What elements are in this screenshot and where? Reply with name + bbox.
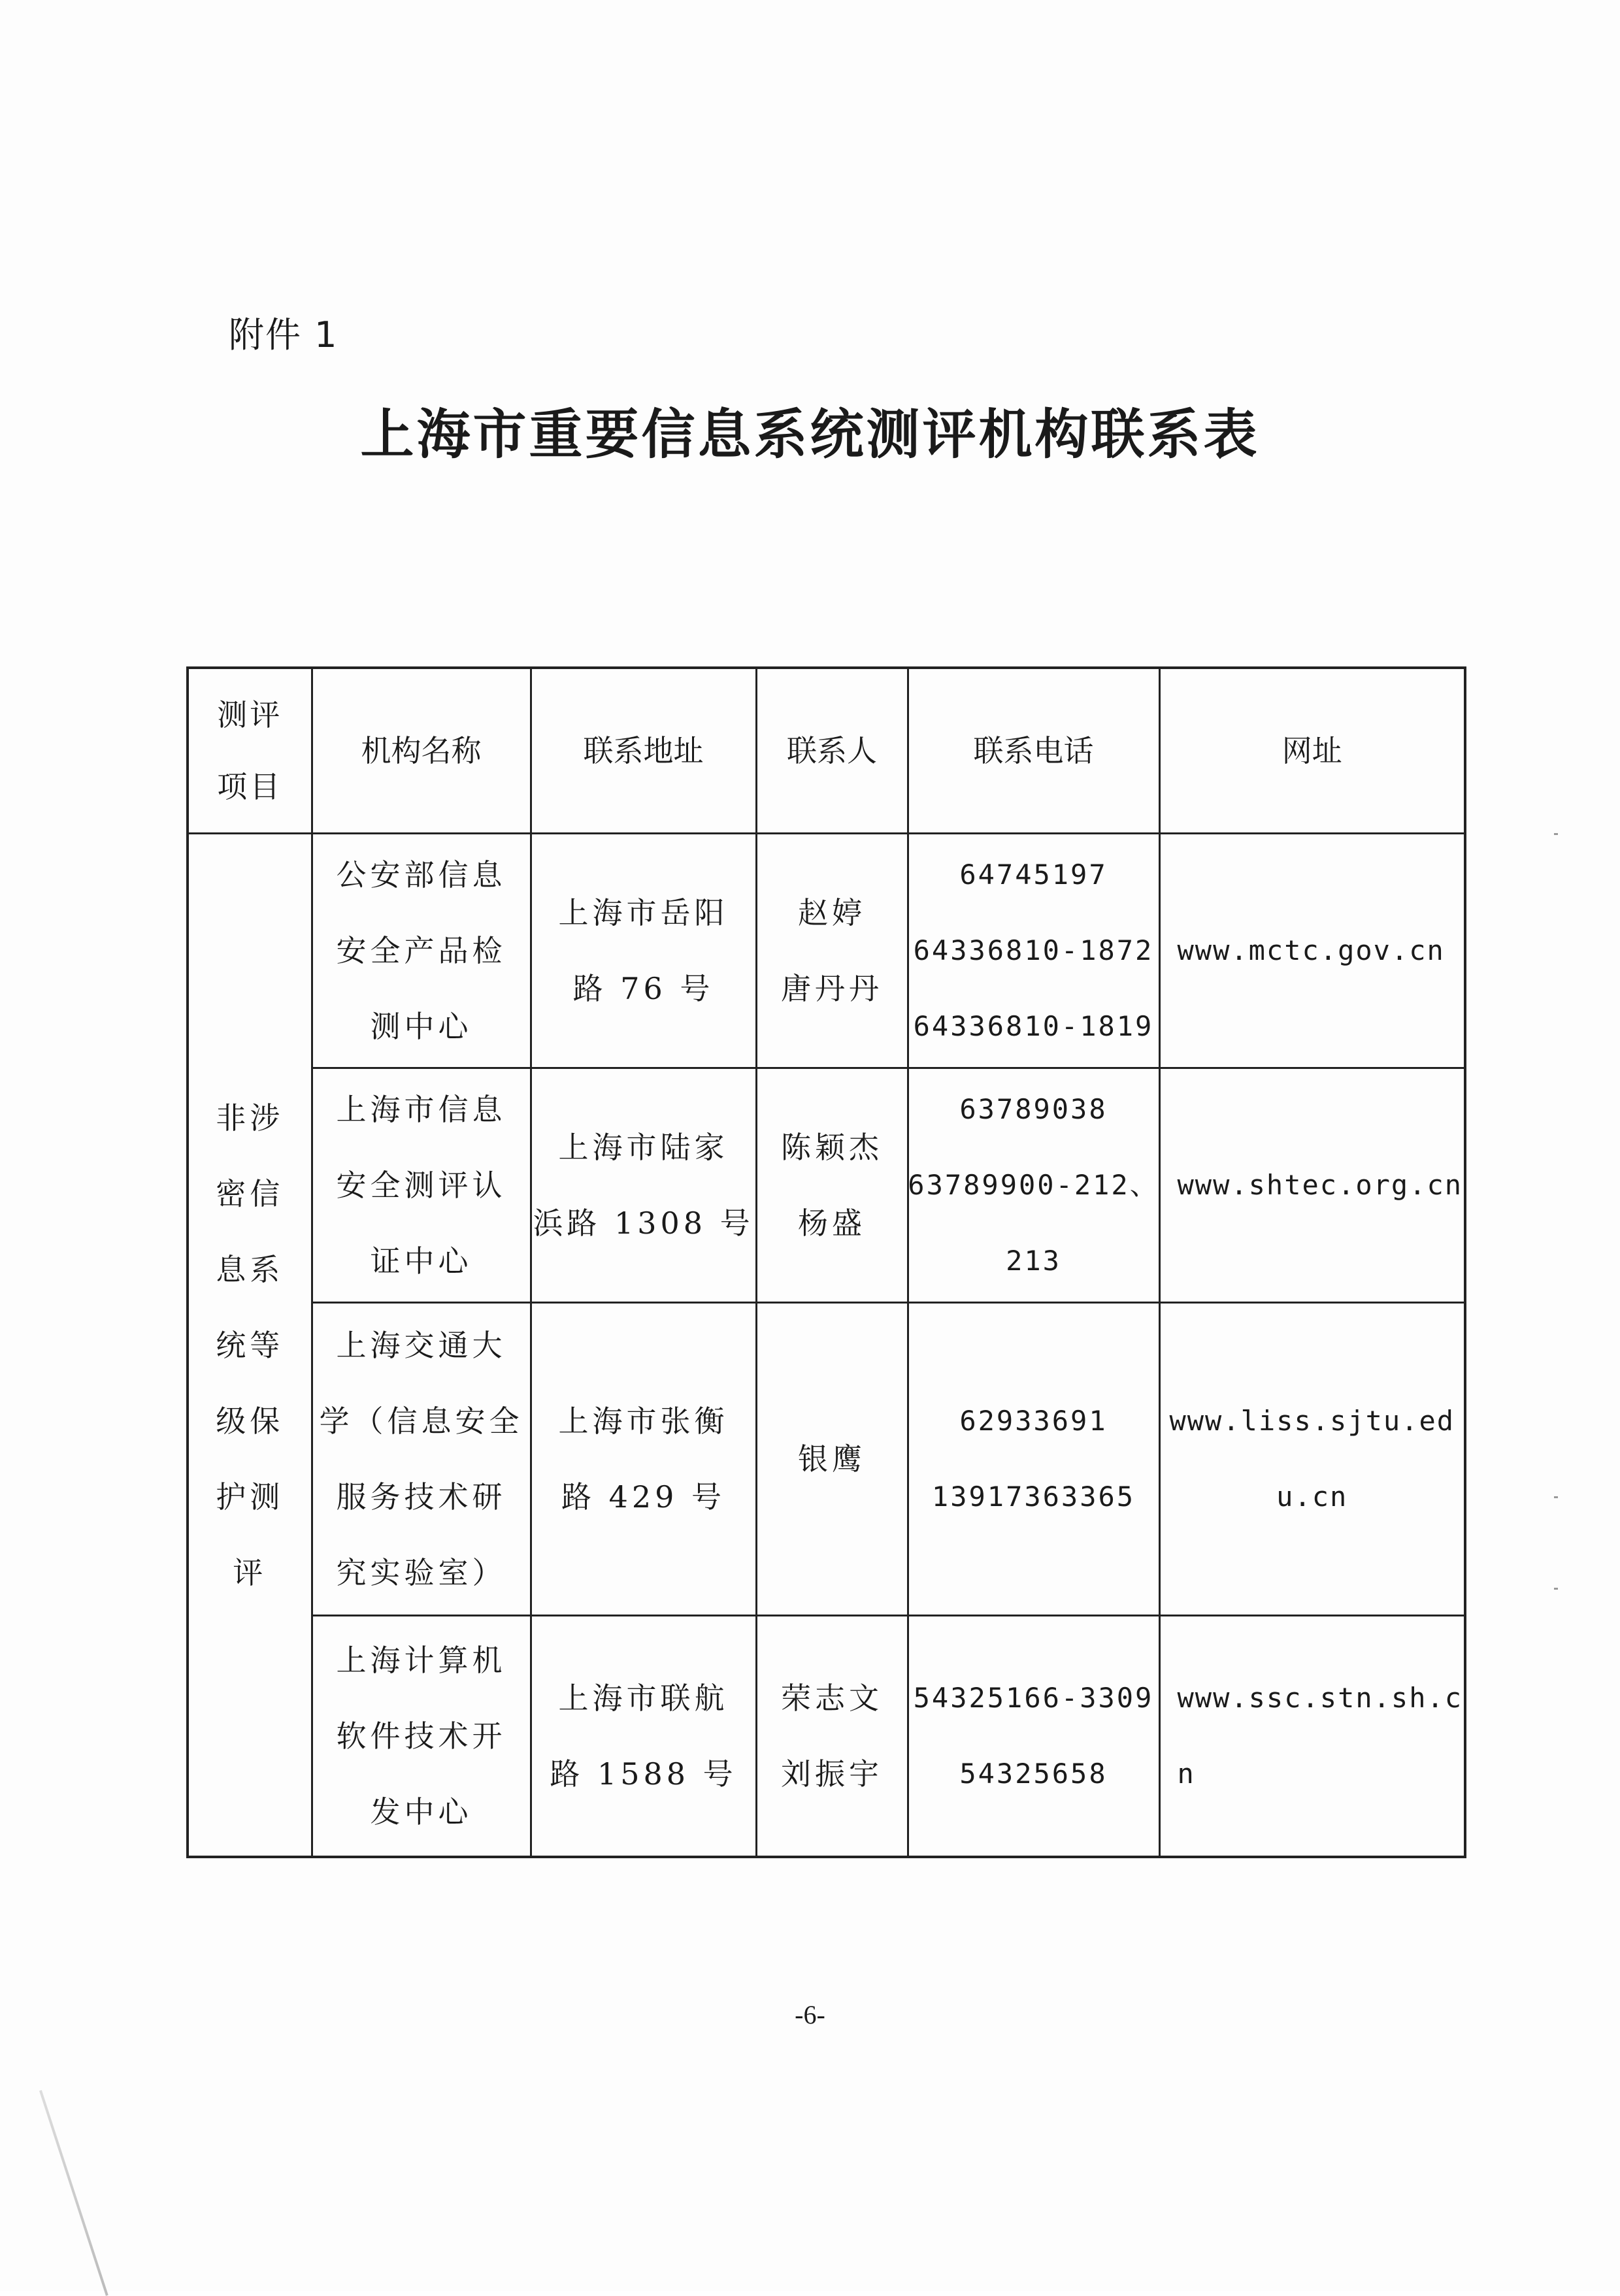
scan-speck	[1554, 1588, 1558, 1590]
contact-table	[186, 666, 1466, 1858]
contact-cell	[756, 1068, 908, 1303]
phone-line: 64336810-1819	[913, 1010, 1154, 1042]
address-line: 上海市联航	[558, 1681, 729, 1716]
address-line: 路 76 号	[572, 971, 714, 1006]
org-name-cell	[312, 1616, 531, 1858]
phone-line: 62933691	[959, 1405, 1108, 1437]
website-cell	[1159, 834, 1465, 1068]
address-cell	[531, 1303, 756, 1616]
phone-cell	[908, 1616, 1159, 1858]
phone-line: 54325658	[959, 1758, 1108, 1790]
address-line: 上海市张衡	[558, 1403, 729, 1439]
contact-cell	[756, 834, 908, 1068]
page-title: 上海市重要信息系统测评机构联系表	[360, 403, 1260, 466]
phone-line: 213	[1006, 1245, 1061, 1277]
page-number: -6-	[795, 2000, 825, 2029]
header-org-name: 机构名称	[312, 668, 531, 834]
address-line: 上海市岳阳	[558, 895, 729, 930]
org-name-cell	[312, 1303, 531, 1616]
phone-line: 13917363365	[931, 1481, 1136, 1513]
org-name-line: 服务技术研	[336, 1479, 506, 1515]
address-line: 浜路 1308 号	[533, 1205, 754, 1241]
address-cell	[531, 834, 756, 1068]
phone-line: 63789038	[959, 1093, 1108, 1125]
org-name-line: 学（信息安全	[319, 1403, 523, 1439]
address-line: 路 429 号	[561, 1479, 726, 1515]
table-header-row	[188, 668, 1465, 834]
header-project-line: 项目	[217, 769, 283, 804]
contact-line: 刘振宇	[781, 1756, 883, 1792]
phone-cell	[908, 1068, 1159, 1303]
attachment-label: 附件 1	[229, 314, 339, 355]
org-name-line: 究实验室）	[336, 1555, 506, 1590]
phone-cell	[908, 1303, 1159, 1616]
contact-cell	[756, 1616, 908, 1858]
address-cell	[531, 1616, 756, 1858]
contact-line: 杨盛	[798, 1205, 866, 1241]
category-line: 密信	[216, 1175, 284, 1211]
contact-line: 银鹰	[798, 1441, 866, 1477]
contact-cell	[756, 1303, 908, 1616]
website-cell	[1159, 1068, 1465, 1303]
category-line: 统等	[216, 1327, 284, 1363]
website-link[interactable]: www.liss.sjtu.ed	[1169, 1405, 1455, 1437]
website-cell	[1159, 1616, 1465, 1858]
org-name-cell	[312, 1068, 531, 1303]
website-link[interactable]: u.cn	[1276, 1481, 1348, 1513]
header-address: 联系地址	[531, 668, 756, 834]
table-row	[188, 1068, 1465, 1303]
website-link[interactable]: www.shtec.org.cn	[1177, 1169, 1463, 1201]
org-name-cell	[312, 834, 531, 1068]
header-phone: 联系电话	[908, 668, 1159, 834]
table-row	[188, 1616, 1465, 1858]
org-name-line: 公安部信息	[336, 857, 506, 893]
contact-line: 唐丹丹	[781, 971, 883, 1006]
phone-line: 63789900-212、	[908, 1169, 1159, 1201]
address-cell	[531, 1068, 756, 1303]
website-cell	[1159, 1303, 1465, 1616]
header-project	[188, 668, 312, 834]
org-name-line: 测中心	[370, 1009, 472, 1044]
org-name-line: 发中心	[370, 1794, 472, 1829]
org-name-line: 软件技术开	[336, 1718, 506, 1754]
scan-edge-shadow	[39, 2090, 108, 2296]
website-link[interactable]: www.mctc.gov.cn	[1177, 934, 1445, 966]
table-row	[188, 1303, 1465, 1616]
category-line: 非涉	[216, 1100, 284, 1136]
website-link[interactable]: www.ssc.stn.sh.c	[1177, 1682, 1463, 1714]
address-line: 上海市陆家	[558, 1130, 729, 1165]
scan-speck	[1554, 833, 1558, 835]
category-cell	[188, 834, 312, 1858]
category-line: 护测	[216, 1479, 284, 1515]
org-name-line: 安全产品检	[336, 933, 506, 968]
phone-line: 64745197	[959, 859, 1108, 891]
website-link[interactable]: n	[1177, 1758, 1195, 1790]
phone-line: 54325166-3309	[913, 1682, 1154, 1714]
contact-line: 赵婷	[798, 895, 866, 930]
org-name-line: 安全测评认	[336, 1168, 506, 1203]
category-line: 息系	[216, 1251, 284, 1287]
contact-line: 荣志文	[781, 1681, 883, 1716]
org-name-line: 上海计算机	[336, 1643, 506, 1678]
table-row	[188, 834, 1465, 1068]
header-contact: 联系人	[756, 668, 908, 834]
org-name-line: 上海市信息	[336, 1092, 506, 1127]
category-line: 评	[233, 1554, 267, 1590]
org-name-line: 上海交通大	[336, 1328, 506, 1363]
contact-line: 陈颖杰	[781, 1130, 883, 1165]
scan-speck	[1554, 1496, 1558, 1498]
org-name-line: 证中心	[370, 1243, 472, 1279]
phone-cell	[908, 834, 1159, 1068]
address-line: 路 1588 号	[550, 1756, 737, 1792]
header-website: 网址	[1159, 668, 1465, 834]
header-project-line: 测评	[217, 697, 283, 732]
category-line: 级保	[216, 1403, 284, 1439]
phone-line: 64336810-1872	[913, 934, 1154, 966]
